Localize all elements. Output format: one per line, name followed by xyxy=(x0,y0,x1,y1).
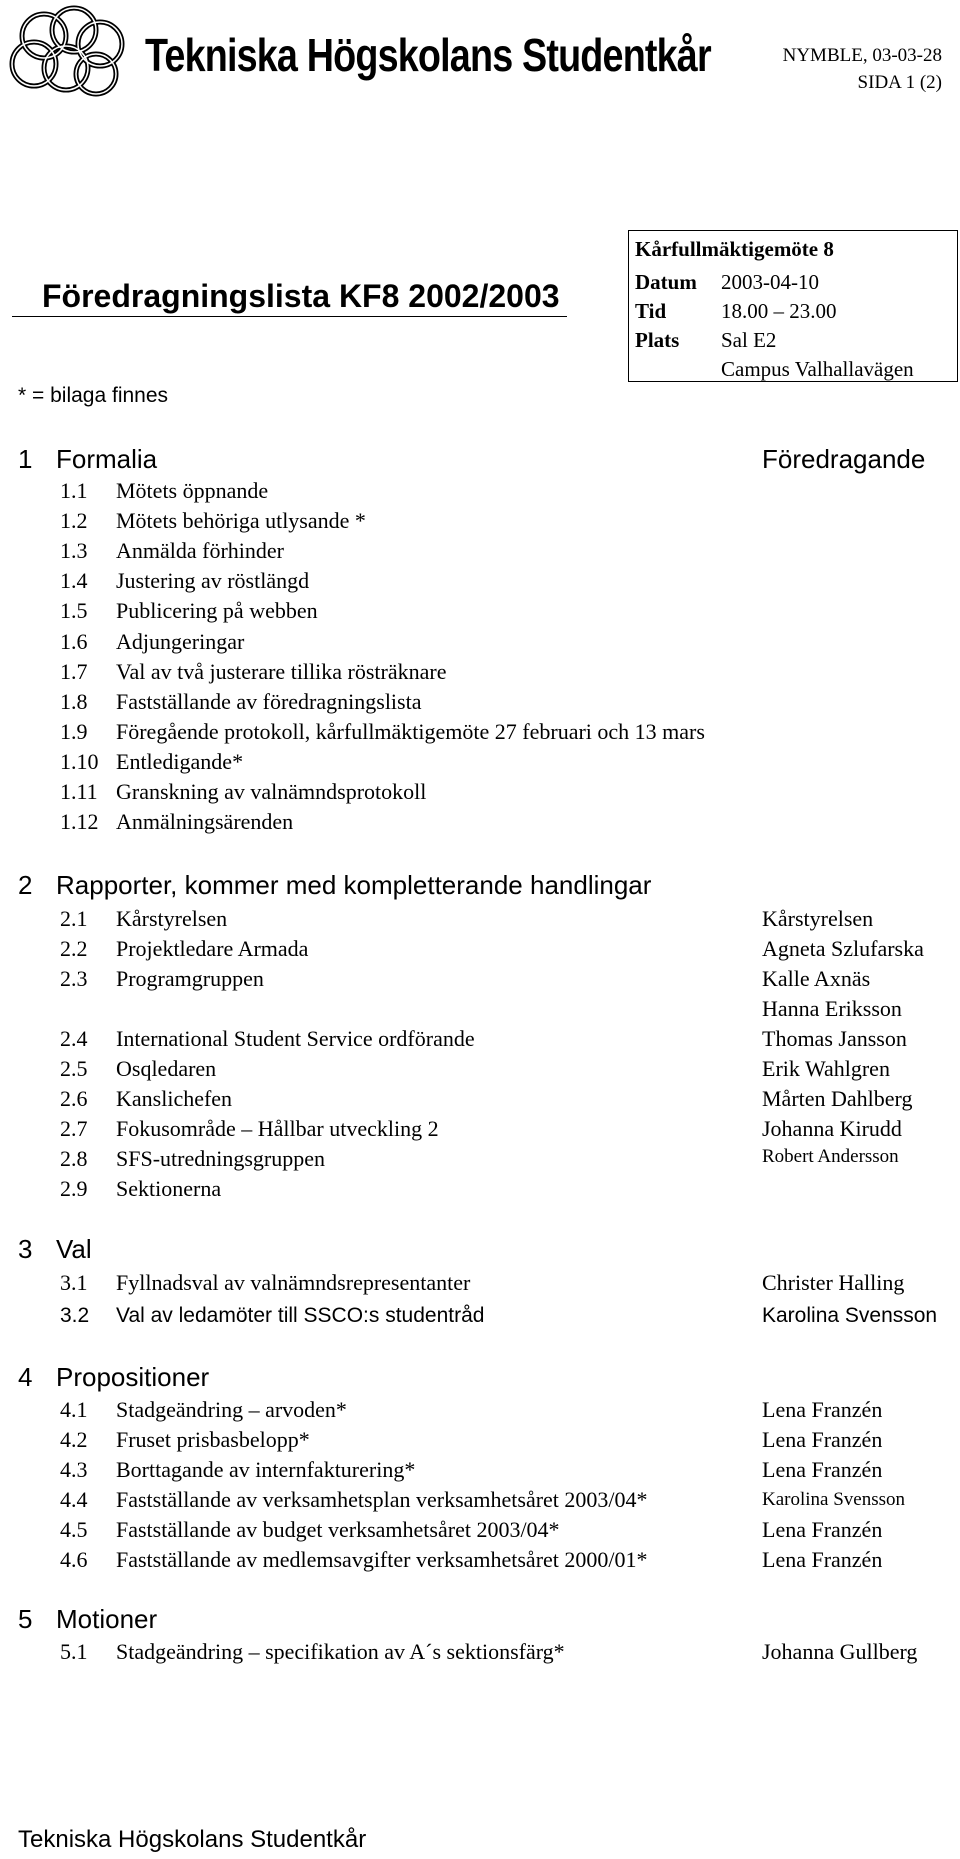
item-text: Entledigande* xyxy=(116,749,244,774)
agenda-item xyxy=(60,1487,950,1517)
item-number: 2.8 xyxy=(60,1146,88,1171)
meeting-value: Campus Valhallavägen xyxy=(721,357,914,381)
item-text: Stadgeändring – specifikation av A´s sektionsfärg* xyxy=(116,1639,565,1664)
item-number: 2.4 xyxy=(60,1026,88,1051)
kar-logo xyxy=(4,4,134,99)
item-number: 2.3 xyxy=(60,966,88,991)
page-number: SIDA 1 (2) xyxy=(857,72,942,93)
section-title: Rapporter, kommer med kompletterande handlingar xyxy=(56,870,652,900)
item-number: 2.1 xyxy=(60,906,88,931)
meeting-key: Datum xyxy=(635,270,697,294)
agenda-item xyxy=(60,1427,950,1457)
organization-name: Tekniska Högskolans Studentkår xyxy=(145,29,711,81)
item-text: Anmälda förhinder xyxy=(116,538,284,563)
item-presenter: Robert Andersson xyxy=(762,1146,899,1167)
item-text: Stadgeändring – arvoden* xyxy=(116,1397,347,1422)
meeting-value: 18.00 – 23.00 xyxy=(721,299,837,323)
item-text: Anmälningsärenden xyxy=(116,809,294,834)
item-number: 1.11 xyxy=(60,779,98,804)
section-heading xyxy=(18,1604,157,1635)
item-text: Adjungeringar xyxy=(116,629,245,654)
place-date: NYMBLE, 03-03-28 xyxy=(782,45,942,66)
agenda-item xyxy=(60,1517,950,1547)
agenda-item xyxy=(60,719,950,749)
agenda-item xyxy=(60,966,950,996)
section-title: Formalia xyxy=(56,444,158,474)
agenda-item xyxy=(60,996,950,1026)
item-number: 5.1 xyxy=(60,1639,88,1664)
meeting-value: 2003-04-10 xyxy=(721,270,819,294)
agenda-item xyxy=(60,568,950,598)
item-number: 1.7 xyxy=(60,659,88,684)
agenda-item xyxy=(60,1056,950,1086)
meeting-row xyxy=(635,326,957,355)
item-presenter: Lena Franzén xyxy=(762,1457,883,1482)
item-text: Fruset prisbasbelopp* xyxy=(116,1427,310,1452)
item-presenter: Lena Franzén xyxy=(762,1397,883,1422)
item-text: Fastställande av föredragningslista xyxy=(116,689,422,714)
agenda-item xyxy=(60,629,950,659)
item-presenter: Kårstyrelsen xyxy=(762,906,874,931)
item-text: Kårstyrelsen xyxy=(116,906,228,931)
title-underline xyxy=(12,316,567,317)
section-title: Motioner xyxy=(56,1604,158,1634)
item-presenter: Lena Franzén xyxy=(762,1427,883,1452)
item-text: Projektledare Armada xyxy=(116,936,309,961)
agenda-item xyxy=(60,598,950,628)
item-number: 1.4 xyxy=(60,568,88,593)
item-text: Val av två justerare tillika rösträknare xyxy=(116,659,447,684)
item-number: 1.5 xyxy=(60,598,88,623)
item-presenter: Mårten Dahlberg xyxy=(762,1086,913,1111)
agenda-item xyxy=(60,1026,950,1056)
agenda-item xyxy=(60,508,950,538)
agenda-item xyxy=(60,1116,950,1146)
item-presenter: Kalle Axnäs xyxy=(762,966,871,991)
item-presenter: Thomas Jansson xyxy=(762,1026,907,1051)
item-number: 4.4 xyxy=(60,1487,88,1512)
item-number: 1.12 xyxy=(60,809,99,834)
item-number: 1.8 xyxy=(60,689,88,714)
item-text: Borttagande av internfakturering* xyxy=(116,1457,416,1482)
agenda-item xyxy=(60,1270,950,1300)
meeting-info-box xyxy=(628,230,958,382)
agenda-item xyxy=(60,1457,950,1487)
meeting-heading: Kårfullmäktigemöte 8 xyxy=(635,237,834,261)
item-presenter: Christer Halling xyxy=(762,1270,905,1295)
agenda-item xyxy=(60,1304,950,1334)
item-text: Granskning av valnämndsprotokoll xyxy=(116,779,427,804)
meeting-row xyxy=(635,268,957,297)
item-text: Publicering på webben xyxy=(116,598,318,623)
section-number: 4 xyxy=(18,1362,33,1392)
footer-organization-name: Tekniska Högskolans Studentkår xyxy=(18,1826,367,1853)
item-number: 4.2 xyxy=(60,1427,88,1452)
item-text: International Student Service ordförande xyxy=(116,1026,475,1051)
item-text: Fastställande av verksamhetsplan verksamhetsåret 2003/04* xyxy=(116,1487,648,1512)
agenda-item xyxy=(60,809,950,839)
agenda-item xyxy=(60,1547,950,1577)
meeting-row xyxy=(635,297,957,326)
meeting-key: Plats xyxy=(635,328,680,352)
meeting-row xyxy=(635,355,957,384)
item-text: SFS-utredningsgruppen xyxy=(116,1146,325,1171)
section-title: Propositioner xyxy=(56,1362,210,1392)
item-presenter: Agneta Szlufarska xyxy=(762,936,924,961)
section-heading xyxy=(18,1362,209,1393)
item-text: Sektionerna xyxy=(116,1176,222,1201)
agenda-item xyxy=(60,478,950,508)
item-number: 1.3 xyxy=(60,538,88,563)
item-presenter: Johanna Gullberg xyxy=(762,1639,918,1664)
agenda-item xyxy=(60,936,950,966)
item-number: 1.2 xyxy=(60,508,88,533)
agenda-item xyxy=(60,538,950,568)
item-presenter: Karolina Svensson xyxy=(762,1489,906,1510)
meeting-key: Tid xyxy=(635,299,667,323)
item-number: 2.7 xyxy=(60,1116,88,1141)
agenda-item xyxy=(60,689,950,719)
item-number: 2.2 xyxy=(60,936,88,961)
item-presenter: Hanna Eriksson xyxy=(762,996,902,1021)
agenda-item xyxy=(60,1176,950,1206)
section-number: 3 xyxy=(18,1234,33,1264)
section-title: Val xyxy=(56,1234,92,1264)
document-meta xyxy=(783,42,942,96)
item-presenter: Erik Wahlgren xyxy=(762,1056,890,1081)
section-number: 2 xyxy=(18,870,33,900)
item-number: 1.1 xyxy=(60,478,88,503)
section-heading xyxy=(18,444,157,475)
item-presenter: Lena Franzén xyxy=(762,1517,883,1542)
section-heading xyxy=(18,870,651,901)
agenda-item xyxy=(60,749,950,779)
item-number: 4.1 xyxy=(60,1397,88,1422)
item-number: 4.3 xyxy=(60,1457,88,1482)
item-number: 1.10 xyxy=(60,749,99,774)
item-number: 1.6 xyxy=(60,629,88,654)
item-text: Mötets behöriga utlysande * xyxy=(116,508,366,533)
meeting-key xyxy=(635,355,721,384)
agenda-item xyxy=(60,779,950,809)
item-number: 3.2 xyxy=(60,1304,90,1327)
item-text: Val av ledamöter till SSCO:s studentråd xyxy=(116,1304,485,1327)
presenter-column-heading: Föredragande xyxy=(762,444,926,474)
item-number: 2.9 xyxy=(60,1176,88,1201)
meeting-value: Sal E2 xyxy=(721,328,777,352)
item-text: Mötets öppnande xyxy=(116,478,269,503)
item-number: 2.6 xyxy=(60,1086,88,1111)
agenda-item xyxy=(60,906,950,936)
document-title: Föredragningslista KF8 2002/2003 xyxy=(42,278,560,314)
item-number: 3.1 xyxy=(60,1270,88,1295)
item-number: 2.5 xyxy=(60,1056,88,1081)
item-presenter: Karolina Svensson xyxy=(762,1304,938,1327)
item-text: Kanslichefen xyxy=(116,1086,233,1111)
item-number: 4.5 xyxy=(60,1517,88,1542)
agenda-item xyxy=(60,1086,950,1116)
agenda-item xyxy=(60,659,950,689)
item-text: Programgruppen xyxy=(116,966,264,991)
section-heading xyxy=(18,1234,92,1265)
section-number: 5 xyxy=(18,1604,33,1634)
item-text: Fastställande av budget verksamhetsåret 2003/04* xyxy=(116,1517,560,1542)
item-text: Justering av röstlängd xyxy=(116,568,310,593)
agenda-item xyxy=(60,1639,950,1669)
agenda-item xyxy=(60,1397,950,1427)
item-text: Föregående protokoll, kårfullmäktigemöte 27 februari och 13 mars xyxy=(116,719,705,744)
annex-note: * = bilaga finnes xyxy=(18,384,169,407)
item-text: Fastställande av medlemsavgifter verksamhetsåret 2000/01* xyxy=(116,1547,648,1572)
item-presenter: Johanna Kirudd xyxy=(762,1116,902,1141)
agenda-item xyxy=(60,1146,950,1176)
item-presenter: Lena Franzén xyxy=(762,1547,883,1572)
section-number: 1 xyxy=(18,444,33,474)
item-text: Fyllnadsval av valnämndsrepresentanter xyxy=(116,1270,471,1295)
item-text: Fokusområde – Hållbar utveckling 2 xyxy=(116,1116,439,1141)
item-text: Osqledaren xyxy=(116,1056,217,1081)
item-number: 1.9 xyxy=(60,719,88,744)
item-number: 4.6 xyxy=(60,1547,88,1572)
